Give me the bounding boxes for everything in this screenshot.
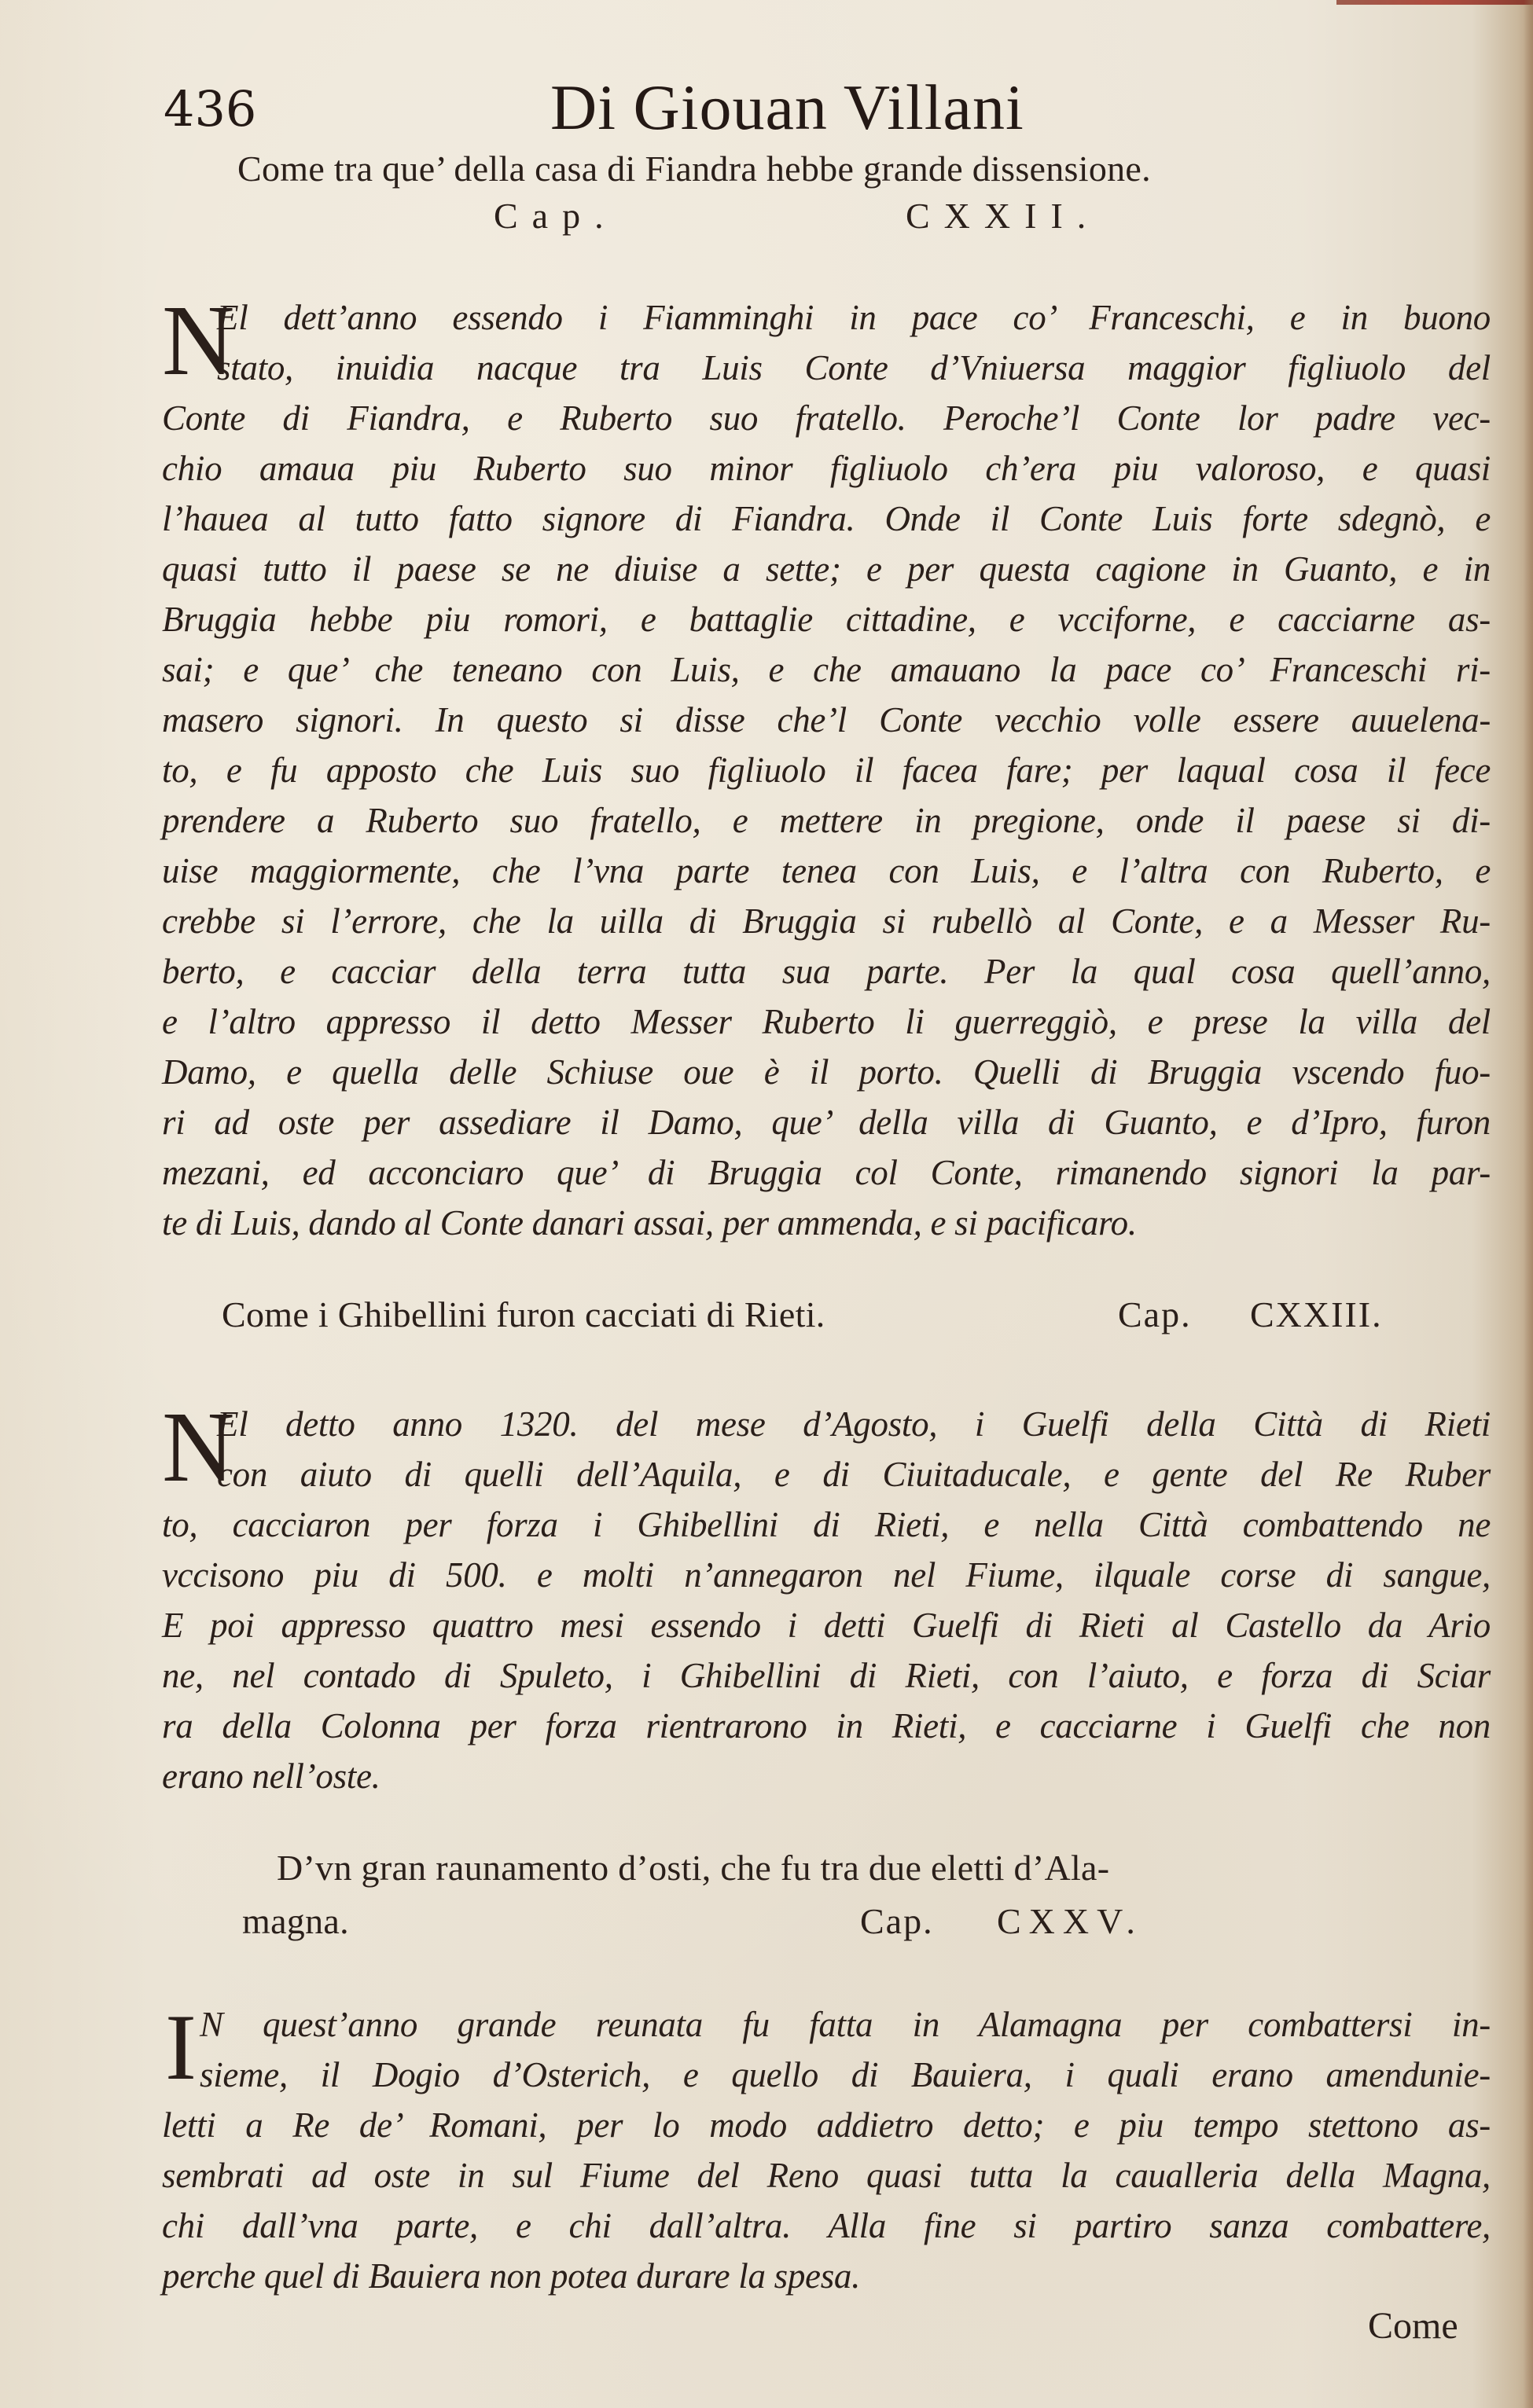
text-line: e l’altro appresso il detto Messer Ruberto li guerreggiò, e prese la villa del xyxy=(162,1002,1491,1041)
chapter-title-line1: D’vn gran raunamento d’osti, che fu tra due eletti d’Ala- xyxy=(277,1848,1110,1888)
running-title: Di Giouan Villani xyxy=(550,72,1024,143)
text-line: chio amaua piu Ruberto suo minor figliuolo ch’era piu valoroso, e quasi xyxy=(162,449,1491,488)
chapter-cap-label: Cap. xyxy=(860,1901,934,1941)
chapter-body xyxy=(162,284,1491,1248)
text-line: masero signori. In questo si disse che’l Conte vecchio volle essere auuelena- xyxy=(162,700,1491,740)
chapter-body xyxy=(162,1391,1491,1801)
text-line: El dett’anno essendo i Fiamminghi in pace co’ Franceschi, e in buono xyxy=(217,298,1491,337)
text-line: quasi tutto il paese se ne diuise a sette; e per questa cagione in Guanto, e in xyxy=(162,549,1491,589)
running-head xyxy=(157,71,1431,141)
text-line: prendere a Ruberto suo fratello, e mettere in pregione, onde il paese si di- xyxy=(162,801,1491,840)
chapter-body xyxy=(162,1995,1491,2301)
text-line: El detto anno 1320. del mese d’Agosto, i Guelfi della Città di Rieti xyxy=(217,1404,1491,1444)
chapter-cap-label: Cap. xyxy=(1118,1294,1192,1334)
text-line: N quest’anno grande reunata fu fatta in Alamagna per combattersi in- xyxy=(200,2005,1491,2044)
text-line: vccisono piu di 500. e molti n’annegaron nel Fiume, ilquale corse di sangue, xyxy=(162,1555,1491,1595)
chapter-cap-label xyxy=(494,195,618,237)
chapter-title-line2: magna. xyxy=(242,1901,349,1941)
text-line: chi dall’vna parte, e chi dall’altra. Alla fine si partiro sanza combattere, xyxy=(162,2206,1491,2245)
catchword: Come xyxy=(1368,2305,1458,2347)
page-number: 436 xyxy=(164,80,257,138)
chapter-title: Come tra que’ della casa di Fiandra hebbe grande dissensione. xyxy=(237,149,1151,189)
chapter-number: CXXII. xyxy=(906,196,1101,236)
cap-label: Cap. xyxy=(494,196,618,236)
text-line: sembrati ad oste in sul Fiume del Reno quasi tutta la caualleria della Magna, xyxy=(162,2156,1491,2195)
text-line: ri ad oste per assediare il Damo, que’ della villa di Guanto, e d’Ipro, furon xyxy=(162,1103,1491,1142)
text-line: E poi appresso quattro mesi essendo i detti Guelfi di Rieti al Castello da Ario xyxy=(162,1606,1491,1645)
chapter-number: CXXIII. xyxy=(1250,1294,1383,1334)
text-line: to, cacciaron per forza i Ghibellini di Rieti, e nella Città combattendo ne xyxy=(162,1505,1491,1544)
chapter-number: CXXV. xyxy=(997,1901,1143,1941)
text-line: sai; e que’ che teneano con Luis, e che amauano la pace co’ Franceschi ri- xyxy=(162,650,1491,689)
text-line: te di Luis, dando al Conte danari assai, per ammenda, e si pacificaro. xyxy=(162,1203,1137,1243)
text-line: Damo, e quella delle Schiuse oue è il porto. Quelli di Bruggia vscendo fuo- xyxy=(162,1052,1491,1092)
text-line: l’hauea al tutto fatto signore di Fiandra. Onde il Conte Luis forte sdegnò, e xyxy=(162,499,1491,538)
text-line: erano nell’oste. xyxy=(162,1756,380,1796)
text-line: letti a Re de’ Romani, per lo modo addietro detto; e piu tempo stettono as- xyxy=(162,2105,1491,2145)
text-line: ra della Colonna per forza rientrarono in Rieti, e cacciarne i Guelfi che non xyxy=(162,1706,1491,1745)
text-line: Bruggia hebbe piu romori, e battaglie cittadine, e vcciforne, e cacciarne as- xyxy=(162,600,1491,639)
page-gutter-shadow xyxy=(1524,0,1533,2408)
text-line: berto, e cacciar della terra tutta sua parte. Per la qual cosa quell’anno, xyxy=(162,952,1491,991)
text-line: to, e fu apposto che Luis suo figliuolo il facea fare; per laqual cosa il fece xyxy=(162,751,1491,790)
page-top-edge xyxy=(1336,0,1533,5)
drop-cap: I xyxy=(165,1995,197,2099)
text-line: mezani, ed acconciaro que’ di Bruggia col Conte, rimanendo signori la par- xyxy=(162,1153,1491,1192)
text-line: con aiuto di quelli dell’Aquila, e di Ciuitaducale, e gente del Re Ruber xyxy=(217,1455,1491,1494)
text-line: Conte di Fiandra, e Ruberto suo fratello. Peroche’l Conte lor padre vec- xyxy=(162,398,1491,438)
text-line: stato, inuidia nacque tra Luis Conte d’Vniuersa maggior figliuolo del xyxy=(217,348,1491,387)
drop-cap: N xyxy=(162,284,235,396)
text-line: crebbe si l’errore, che la uilla di Bruggia si rubellò al Conte, e a Messer Ru- xyxy=(162,901,1491,941)
text-line: uise maggiormente, che l’vna parte tenea con Luis, e l’altra con Ruberto, e xyxy=(162,851,1491,890)
text-line: ne, nel contado di Spuleto, i Ghibellini di Rieti, con l’aiuto, e forza di Sciar xyxy=(162,1656,1491,1695)
text-line: sieme, il Dogio d’Osterich, e quello di Bauiera, i quali erano amendunie- xyxy=(200,2055,1491,2094)
chapter-title: Come i Ghibellini furon cacciati di Rieti. xyxy=(222,1294,825,1334)
drop-cap: N xyxy=(162,1391,235,1503)
text-line: perche quel di Bauiera non potea durare la spesa. xyxy=(162,2256,861,2296)
